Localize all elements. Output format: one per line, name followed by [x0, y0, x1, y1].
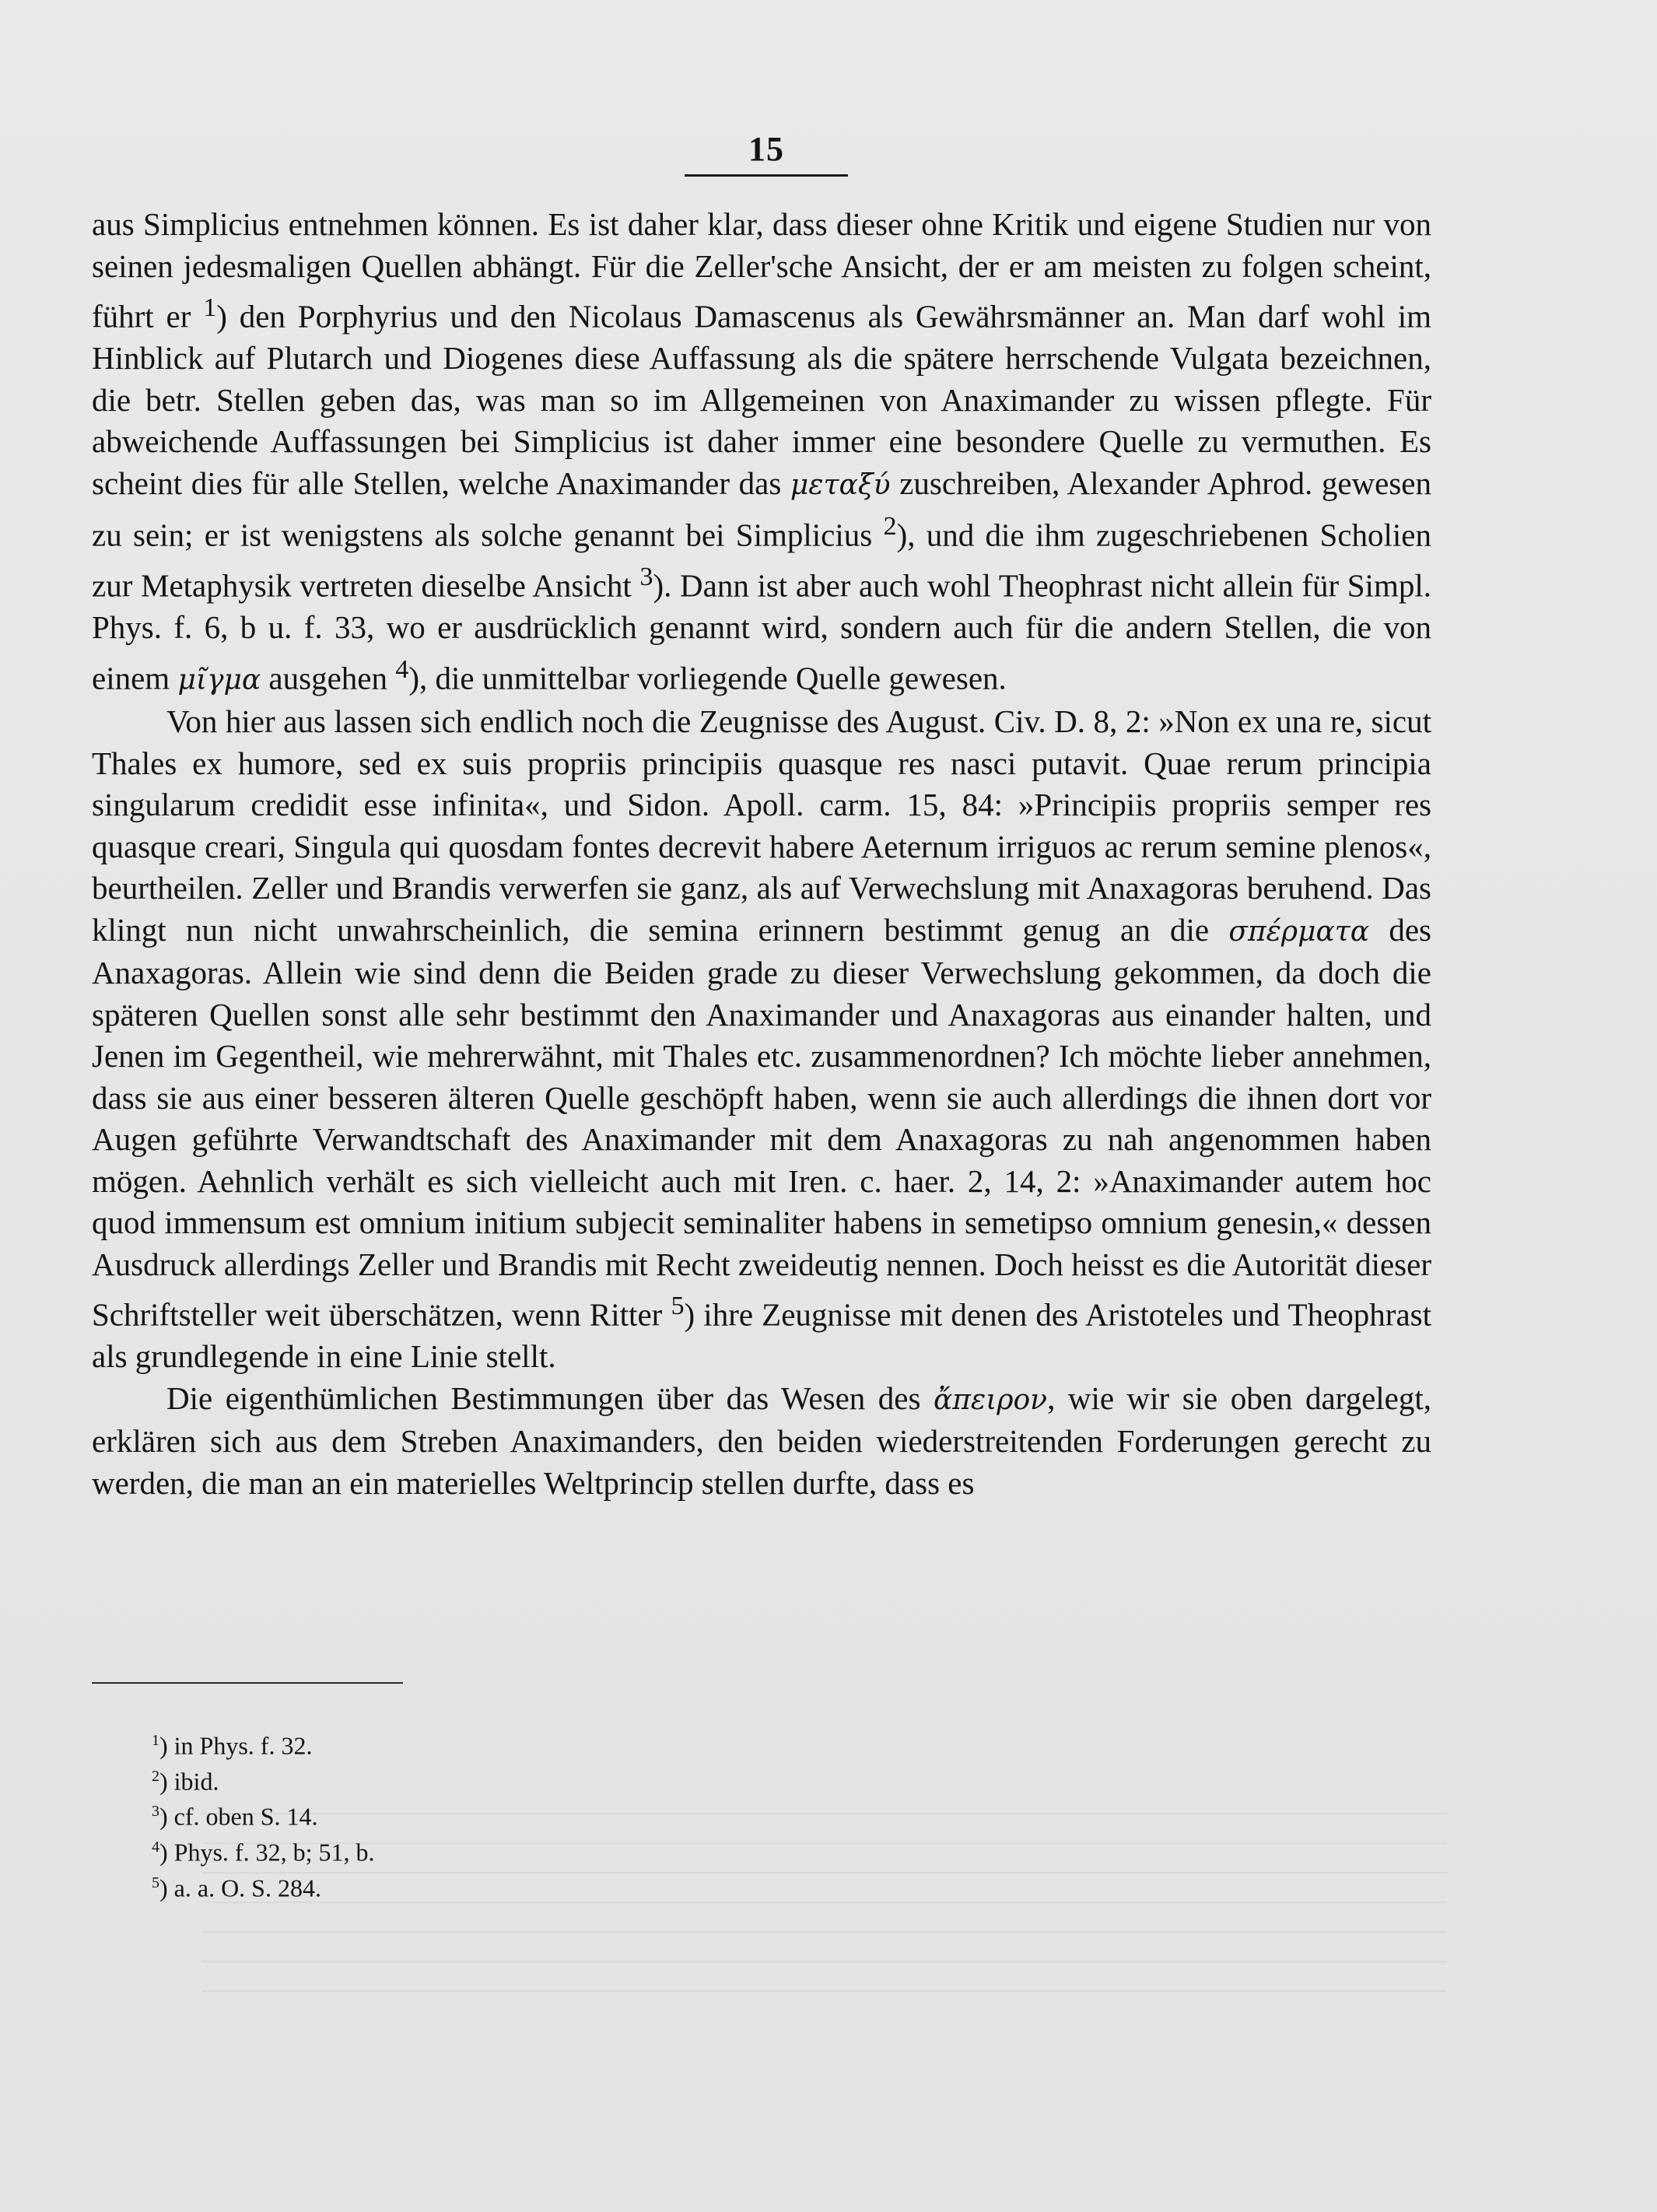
text-run: ) den Porphyrius und den Nicolaus Damascenus als Gewährsmänner an. Man darf wohl im Hinblick auf Plutarch und Diogenes diese Auffassung als die spätere herrschende Vulgata bezeichnen, die betr. Stellen geben das, was man so im Allgemeinen von Anaximander zu wissen pflegte. Für abweichende Auffassungen bei Simplicius ist daher immer eine besondere Quelle zu vermuthen. Es scheint dies für alle Stellen, welche Anaximander das	[92, 298, 1431, 501]
footnote-mark: 3	[152, 1803, 159, 1821]
greek-term: ἄπειρον	[933, 1383, 1048, 1416]
text-run: Von hier aus lassen sich endlich noch die Zeugnisse des August. Civ. D. 8, 2: »Non ex una re, sicut Thales ex humore, sed ex suis propriis principiis quasque res nasci putavit. Quae rerum principia singularum credidit esse infinita«, und Sidon. Apoll. carm. 15, 84: »Principiis propriis semper res quasque creari, Singula qui quosdam fontes decrevit habere Aeternum irriguos ac rerum semine plenos«, beurtheilen. Zeller und Brandis verwerfen sie ganz, als auf Verwechslung mit Anaxagoras beruhend. Das klingt nun nicht unwahrscheinlich, die semina erinnern bestimmt genug an die	[92, 703, 1431, 948]
footnote-ref-1: 1	[203, 293, 217, 322]
body-text	[92, 204, 1431, 1504]
greek-term: σπέρματα	[1228, 915, 1370, 948]
footnote-text: ) Phys. f. 32, b; 51, b.	[159, 1838, 375, 1867]
footnote-mark: 2	[152, 1767, 159, 1785]
footnote-mark: 5	[152, 1874, 159, 1891]
greek-term: μῖγμα	[177, 664, 261, 696]
footnote-1	[152, 1726, 852, 1762]
text-run: aus Simplicius entnehmen können. Es ist daher klar, dass dieser ohne Kritik und eigene Studien nur von seinen jedesmaligen Quellen abhängt. Für die Zeller'sche Ansicht, der er am meisten zu folgen scheint, führt er	[92, 206, 1431, 335]
footnote-mark: 1	[152, 1732, 159, 1749]
footnote-text: ) cf. oben S. 14.	[159, 1802, 318, 1831]
footnote-ref-2: 2	[883, 512, 897, 542]
text-run: des Anaxagoras. Allein wie sind denn die Beiden grade zu dieser Verwechslung gekommen, da doch die späteren Quellen sonst alle sehr bestimmt den Anaximander und Anaxagoras aus einander halten, und Jenen im Gegentheil, wie mehrerwähnt, mit Thales etc. zusammenordnen? Ich möchte lieber annehmen, dass sie aus einer besseren älteren Quelle geschöpft haben, wenn sie auch allerdings die ihnen dort vor Augen geführte Verwandtschaft des Anaximander mit dem Anaxagoras zu nah angenommen haben mögen. Aehnlich verhält es sich vielleicht auch mit Iren. c. haer. 2, 14, 2: »Anaximander autem hoc quod immensum est omnium initium subjecit seminaliter habens in semetipso omnium genesin,« dessen Ausdruck allerdings Zeller und Brandis mit Recht zweideutig nennen. Doch heisst es die Autorität dieser Schriftsteller weit überschätzen, wenn Ritter	[92, 911, 1431, 1333]
text-run: ) ihre Zeugnisse mit denen des Aristoteles und Theophrast als grundlegende in eine Linie stellt.	[92, 1296, 1431, 1375]
footnote-ref-4: 4	[395, 654, 409, 684]
text-run: ), und die ihm zugeschriebenen Scholien zur Metaphysik vertreten dieselbe Ansicht	[92, 517, 1431, 604]
footnote-mark: 4	[152, 1838, 159, 1856]
footnote-text: ) a. a. O. S. 284.	[159, 1874, 321, 1902]
text-run: Die eigenthümlichen Bestimmungen über das Wesen des	[166, 1379, 934, 1416]
text-run: ), die unmittelbar vorliegende Quelle gewesen.	[408, 660, 1007, 696]
footnote-rule	[92, 1682, 403, 1684]
footnote-text: ) in Phys. f. 32.	[159, 1731, 313, 1760]
text-run: zuschreiben, Alexander Aphrod. gewesen zu sein; er ist wenigstens als solche genannt bei Simplicius	[92, 464, 1431, 553]
footnote-text: ) ibid.	[159, 1767, 219, 1796]
text-run: ausgehen	[261, 660, 396, 696]
greek-term: μεταξύ	[790, 468, 891, 501]
paragraph-2	[92, 701, 1431, 1378]
footnote-ref-3: 3	[639, 563, 653, 592]
page-number: 15	[748, 130, 784, 168]
text-run: ). Dann ist aber auch wohl Theophrast nicht allein für Simpl. Phys. f. 6, b u. f. 33, wo er ausdrücklich genannt wird, sondern auch für die andern Stellen, die von einem	[92, 567, 1431, 696]
text-run: , wie wir sie oben dargelegt, erklären sich aus dem Streben Anaximanders, den beiden wiederstreitenden Forderungen gerecht zu werden, die man an ein materielles Weltprincip stellen durfte, dass es	[92, 1379, 1431, 1501]
page-number-rule	[685, 174, 848, 177]
footnote-ref-5: 5	[671, 1292, 685, 1321]
paragraph-3	[92, 1378, 1431, 1505]
paragraph-1	[92, 204, 1431, 701]
show-through-texture	[202, 1790, 1447, 1992]
